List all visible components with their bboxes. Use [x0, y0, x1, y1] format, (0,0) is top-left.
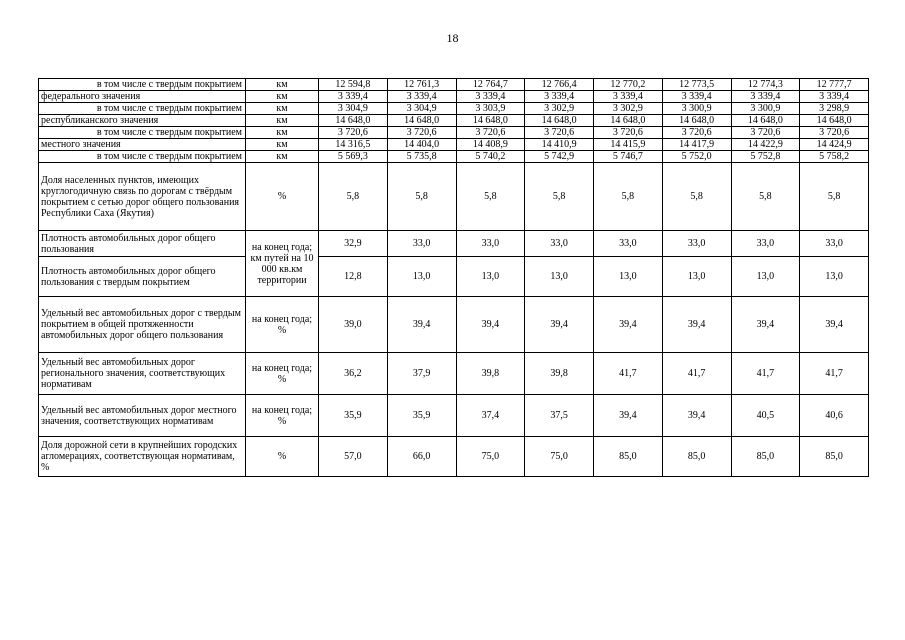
value-cell: 14 424,9 — [800, 139, 869, 151]
value-cell: 3 339,4 — [731, 91, 800, 103]
table-row — [39, 115, 869, 127]
row-label: Плотность автомобильных дорог общего пользования — [39, 231, 246, 257]
value-cell: 5 752,0 — [662, 151, 731, 163]
value-cell: 33,0 — [731, 231, 800, 257]
table-row — [39, 139, 869, 151]
row-unit: % — [246, 437, 319, 477]
value-cell: 41,7 — [800, 353, 869, 395]
table-row — [39, 163, 869, 231]
value-cell: 33,0 — [662, 231, 731, 257]
row-unit: км — [246, 139, 319, 151]
value-cell: 85,0 — [662, 437, 731, 477]
value-cell: 12 594,8 — [319, 79, 388, 91]
value-cell: 39,4 — [456, 297, 525, 353]
value-cell: 35,9 — [319, 395, 388, 437]
value-cell: 12 766,4 — [525, 79, 594, 91]
value-cell: 13,0 — [662, 257, 731, 297]
row-label: в том числе с твердым покрытием — [39, 151, 246, 163]
table-row — [39, 103, 869, 115]
table-row — [39, 353, 869, 395]
value-cell: 32,9 — [319, 231, 388, 257]
value-cell: 39,8 — [525, 353, 594, 395]
row-unit: км — [246, 151, 319, 163]
value-cell: 3 304,9 — [319, 103, 388, 115]
value-cell: 3 339,4 — [456, 91, 525, 103]
value-cell: 39,4 — [387, 297, 456, 353]
value-cell: 14 648,0 — [662, 115, 731, 127]
row-unit: км — [246, 91, 319, 103]
value-cell: 12 770,2 — [594, 79, 663, 91]
value-cell: 3 302,9 — [594, 103, 663, 115]
table-row — [39, 395, 869, 437]
value-cell: 14 648,0 — [525, 115, 594, 127]
value-cell: 3 339,4 — [594, 91, 663, 103]
value-cell: 33,0 — [387, 231, 456, 257]
value-cell: 40,6 — [800, 395, 869, 437]
value-cell: 41,7 — [594, 353, 663, 395]
value-cell: 14 422,9 — [731, 139, 800, 151]
value-cell: 13,0 — [594, 257, 663, 297]
value-cell: 14 410,9 — [525, 139, 594, 151]
value-cell: 39,0 — [319, 297, 388, 353]
value-cell: 41,7 — [662, 353, 731, 395]
value-cell: 66,0 — [387, 437, 456, 477]
value-cell: 3 339,4 — [525, 91, 594, 103]
value-cell: 3 300,9 — [731, 103, 800, 115]
value-cell: 14 415,9 — [594, 139, 663, 151]
value-cell: 85,0 — [731, 437, 800, 477]
row-label: Удельный вес автомобильных дорог местного значения, соответствующих нормативам — [39, 395, 246, 437]
value-cell: 3 298,9 — [800, 103, 869, 115]
value-cell: 5,8 — [594, 163, 663, 231]
value-cell: 39,8 — [456, 353, 525, 395]
value-cell: 3 720,6 — [525, 127, 594, 139]
table-row — [39, 297, 869, 353]
value-cell: 40,5 — [731, 395, 800, 437]
value-cell: 5,8 — [456, 163, 525, 231]
row-label: Удельный вес автомобильных дорог с твердым покрытием в общей протяженности автомобильных дорог общего пользования — [39, 297, 246, 353]
value-cell: 12 773,5 — [662, 79, 731, 91]
value-cell: 41,7 — [731, 353, 800, 395]
row-unit: на конец года; % — [246, 297, 319, 353]
value-cell: 3 339,4 — [662, 91, 731, 103]
value-cell: 33,0 — [800, 231, 869, 257]
table-row — [39, 151, 869, 163]
row-label: республиканского значения — [39, 115, 246, 127]
table-row — [39, 91, 869, 103]
value-cell: 5 740,2 — [456, 151, 525, 163]
value-cell: 3 720,6 — [387, 127, 456, 139]
value-cell: 12,8 — [319, 257, 388, 297]
row-unit: на конец года; % — [246, 395, 319, 437]
value-cell: 37,5 — [525, 395, 594, 437]
row-label: федерального значения — [39, 91, 246, 103]
row-unit: на конец года; км путей на 10 000 кв.км территории — [246, 231, 319, 297]
table-row — [39, 79, 869, 91]
value-cell: 5,8 — [387, 163, 456, 231]
value-cell: 5,8 — [731, 163, 800, 231]
value-cell: 13,0 — [800, 257, 869, 297]
value-cell: 5 569,3 — [319, 151, 388, 163]
row-label: в том числе с твердым покрытием — [39, 79, 246, 91]
value-cell: 85,0 — [800, 437, 869, 477]
value-cell: 3 300,9 — [662, 103, 731, 115]
row-unit: км — [246, 127, 319, 139]
value-cell: 3 303,9 — [456, 103, 525, 115]
value-cell: 3 720,6 — [731, 127, 800, 139]
value-cell: 13,0 — [525, 257, 594, 297]
row-label: в том числе с твердым покрытием — [39, 103, 246, 115]
row-label: в том числе с твердым покрытием — [39, 127, 246, 139]
value-cell: 14 648,0 — [594, 115, 663, 127]
value-cell: 14 648,0 — [387, 115, 456, 127]
value-cell: 12 774,3 — [731, 79, 800, 91]
value-cell: 5,8 — [319, 163, 388, 231]
value-cell: 5,8 — [662, 163, 731, 231]
table-row — [39, 437, 869, 477]
value-cell: 33,0 — [456, 231, 525, 257]
value-cell: 13,0 — [387, 257, 456, 297]
value-cell: 14 648,0 — [456, 115, 525, 127]
value-cell: 75,0 — [456, 437, 525, 477]
page-number: 18 — [446, 31, 459, 45]
value-cell: 12 761,3 — [387, 79, 456, 91]
value-cell: 5 735,8 — [387, 151, 456, 163]
value-cell: 37,9 — [387, 353, 456, 395]
value-cell: 3 339,4 — [387, 91, 456, 103]
row-unit: на конец года; % — [246, 353, 319, 395]
value-cell: 3 339,4 — [319, 91, 388, 103]
value-cell: 14 648,0 — [800, 115, 869, 127]
row-label: Удельный вес автомобильных дорог регионального значения, соответствующих нормативам — [39, 353, 246, 395]
value-cell: 5 752,8 — [731, 151, 800, 163]
value-cell: 3 720,6 — [319, 127, 388, 139]
value-cell: 39,4 — [525, 297, 594, 353]
value-cell: 14 408,9 — [456, 139, 525, 151]
value-cell: 13,0 — [731, 257, 800, 297]
row-unit: км — [246, 103, 319, 115]
value-cell: 39,4 — [662, 297, 731, 353]
value-cell: 14 316,5 — [319, 139, 388, 151]
value-cell: 3 339,4 — [800, 91, 869, 103]
value-cell: 75,0 — [525, 437, 594, 477]
value-cell: 3 720,6 — [456, 127, 525, 139]
value-cell: 5 742,9 — [525, 151, 594, 163]
value-cell: 39,4 — [594, 297, 663, 353]
value-cell: 33,0 — [525, 231, 594, 257]
value-cell: 35,9 — [387, 395, 456, 437]
value-cell: 3 302,9 — [525, 103, 594, 115]
value-cell: 3 720,6 — [662, 127, 731, 139]
value-cell: 5 758,2 — [800, 151, 869, 163]
value-cell: 14 648,0 — [319, 115, 388, 127]
roads-statistics-table — [38, 78, 869, 477]
value-cell: 3 304,9 — [387, 103, 456, 115]
row-label: Плотность автомобильных дорог общего пользования с твердым покрытием — [39, 257, 246, 297]
value-cell: 39,4 — [594, 395, 663, 437]
value-cell: 37,4 — [456, 395, 525, 437]
value-cell: 39,4 — [731, 297, 800, 353]
value-cell: 12 777,7 — [800, 79, 869, 91]
value-cell: 14 417,9 — [662, 139, 731, 151]
value-cell: 5,8 — [525, 163, 594, 231]
value-cell: 33,0 — [594, 231, 663, 257]
value-cell: 39,4 — [800, 297, 869, 353]
table-row — [39, 127, 869, 139]
row-unit: % — [246, 163, 319, 231]
row-unit: км — [246, 115, 319, 127]
value-cell: 12 764,7 — [456, 79, 525, 91]
value-cell: 85,0 — [594, 437, 663, 477]
table-row — [39, 257, 869, 297]
row-label: Доля населенных пунктов, имеющих круглогодичную связь по дорогам с твёрдым покрытием с сетью дорог общего пользования Республики Саха (Якутия) — [39, 163, 246, 231]
value-cell: 14 404,0 — [387, 139, 456, 151]
table-row — [39, 231, 869, 257]
row-label: местного значения — [39, 139, 246, 151]
value-cell: 13,0 — [456, 257, 525, 297]
value-cell: 5 746,7 — [594, 151, 663, 163]
value-cell: 3 720,6 — [800, 127, 869, 139]
value-cell: 3 720,6 — [594, 127, 663, 139]
value-cell: 39,4 — [662, 395, 731, 437]
row-unit: км — [246, 79, 319, 91]
value-cell: 36,2 — [319, 353, 388, 395]
row-label: Доля дорожной сети в крупнейших городских агломерациях, соответствующая нормативам, % — [39, 437, 246, 477]
value-cell: 5,8 — [800, 163, 869, 231]
value-cell: 57,0 — [319, 437, 388, 477]
value-cell: 14 648,0 — [731, 115, 800, 127]
